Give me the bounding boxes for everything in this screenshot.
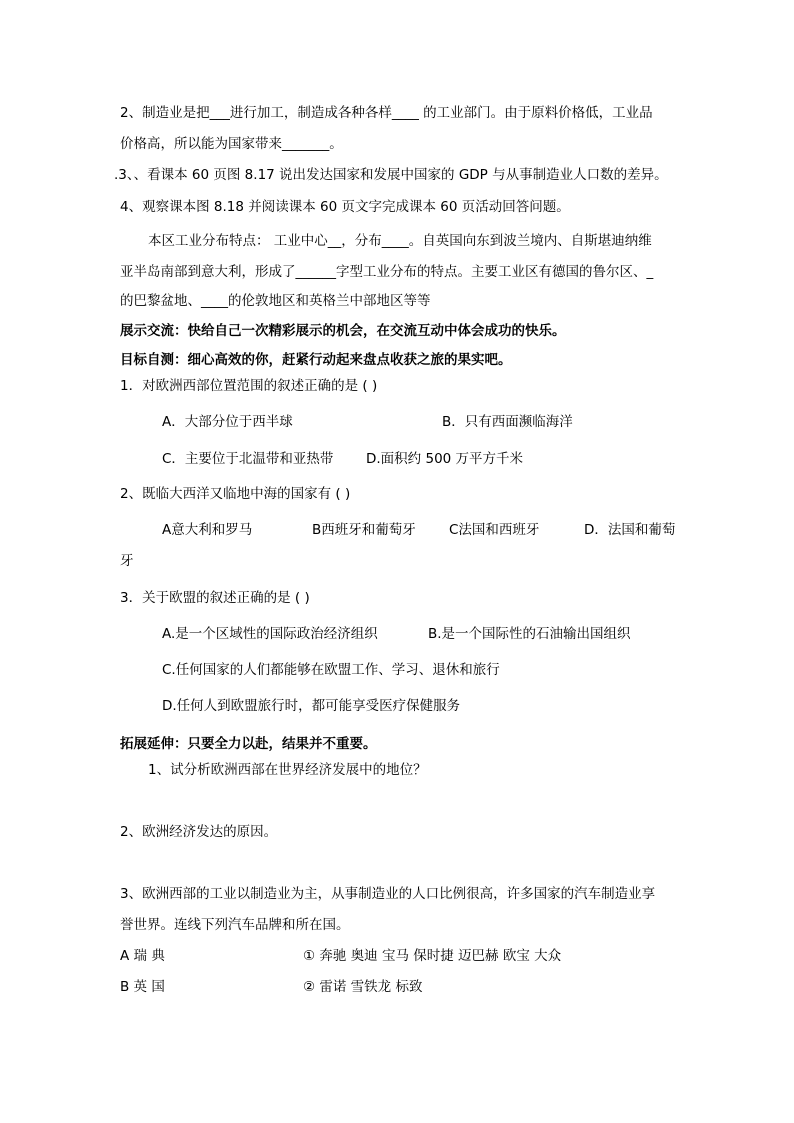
question-4: 4、观察课本图 8.18 并阅读课本 60 页文字完成课本 60 页活动回答问题。 xyxy=(120,199,570,215)
extension-question-2: 2、欧洲经济发达的原因。 xyxy=(120,824,278,840)
quiz-q3-option-b: B.是一个国际性的石油输出国组织 xyxy=(428,626,631,642)
extension-question-3-line-2: 誉世界。连线下列汽车品牌和所在国。 xyxy=(120,917,350,933)
quiz-q2-option-b: B西班牙和葡萄牙 xyxy=(312,522,416,538)
industry-paragraph-line-3: 的巴黎盆地、____的伦敦地区和英格兰中部地区等等 xyxy=(120,293,431,309)
extension-question-1: 1、试分析欧洲西部在世界经济发展中的地位？ xyxy=(148,762,427,778)
quiz-question-3: 3．关于欧盟的叙述正确的是 ( ) xyxy=(120,590,310,606)
industry-paragraph-line-1: 本区工业分布特点： 工业中心__，分布____。自英国向东到波兰境内、自斯堪迪纳维 xyxy=(148,233,652,249)
match-row-b-country: B 英 国 xyxy=(120,979,165,995)
quiz-q1-option-d: D.面积约 500 万平方千米 xyxy=(366,451,524,467)
quiz-question-2: 2、既临大西洋又临地中海的国家有 ( ) xyxy=(120,486,351,502)
quiz-q2-option-d: D．法国和葡萄 xyxy=(584,522,676,538)
match-row-a-brands: ① 奔驰 奥迪 宝马 保时捷 迈巴赫 欧宝 大众 xyxy=(303,948,562,964)
heading-extension: 拓展延伸：只要全力以赴，结果并不重要。 xyxy=(120,736,377,752)
quiz-q1-option-c: C．主要位于北温带和亚热带 xyxy=(162,451,334,467)
match-row-b-brands: ② 雷诺 雪铁龙 标致 xyxy=(303,979,423,995)
quiz-q2-option-a: A意大利和罗马 xyxy=(162,522,253,538)
question-2-line-1: 2、制造业是把___进行加工，制造成各种各样____ 的工业部门。由于原料价格低，工业品 xyxy=(120,105,653,121)
quiz-question-1: 1．对欧洲西部位置范围的叙述正确的是 ( ) xyxy=(120,378,378,394)
heading-target-self-test: 目标自测：细心高效的你，赶紧行动起来盘点收获之旅的果实吧。 xyxy=(120,352,512,368)
heading-display-exchange: 展示交流：快给自己一次精彩展示的机会，在交流互动中体会成功的快乐。 xyxy=(120,323,566,339)
quiz-q2-option-d-continued: 牙 xyxy=(120,553,134,569)
industry-paragraph-line-2: 亚半岛南部到意大利，形成了______字型工业分布的特点。主要工业区有德国的鲁尔区、_ xyxy=(120,264,654,280)
question-3: .3、、看课本 60 页图 8.17 说出发达国家和发展中国家的 GDP 与从事制造业人口数的差异。 xyxy=(114,167,668,183)
quiz-q1-option-a: A．大部分位于西半球 xyxy=(162,414,293,430)
quiz-q2-option-c: C法国和西班牙 xyxy=(449,522,540,538)
quiz-q3-option-c: C.任何国家的人们都能够在欧盟工作、学习、退休和旅行 xyxy=(162,662,500,678)
quiz-q3-option-a: A.是一个区域性的国际政治经济组织 xyxy=(162,626,378,642)
extension-question-3-line-1: 3、欧洲西部的工业以制造业为主，从事制造业的人口比例很高，许多国家的汽车制造业享 xyxy=(120,886,656,902)
question-2-line-2: 价格高，所以能为国家带来_______。 xyxy=(120,136,343,152)
quiz-q3-option-d: D.任何人到欧盟旅行时，都可能享受医疗保健服务 xyxy=(162,698,461,714)
match-row-a-country: A 瑞 典 xyxy=(120,948,165,964)
quiz-q1-option-b: B．只有西面濒临海洋 xyxy=(442,414,573,430)
